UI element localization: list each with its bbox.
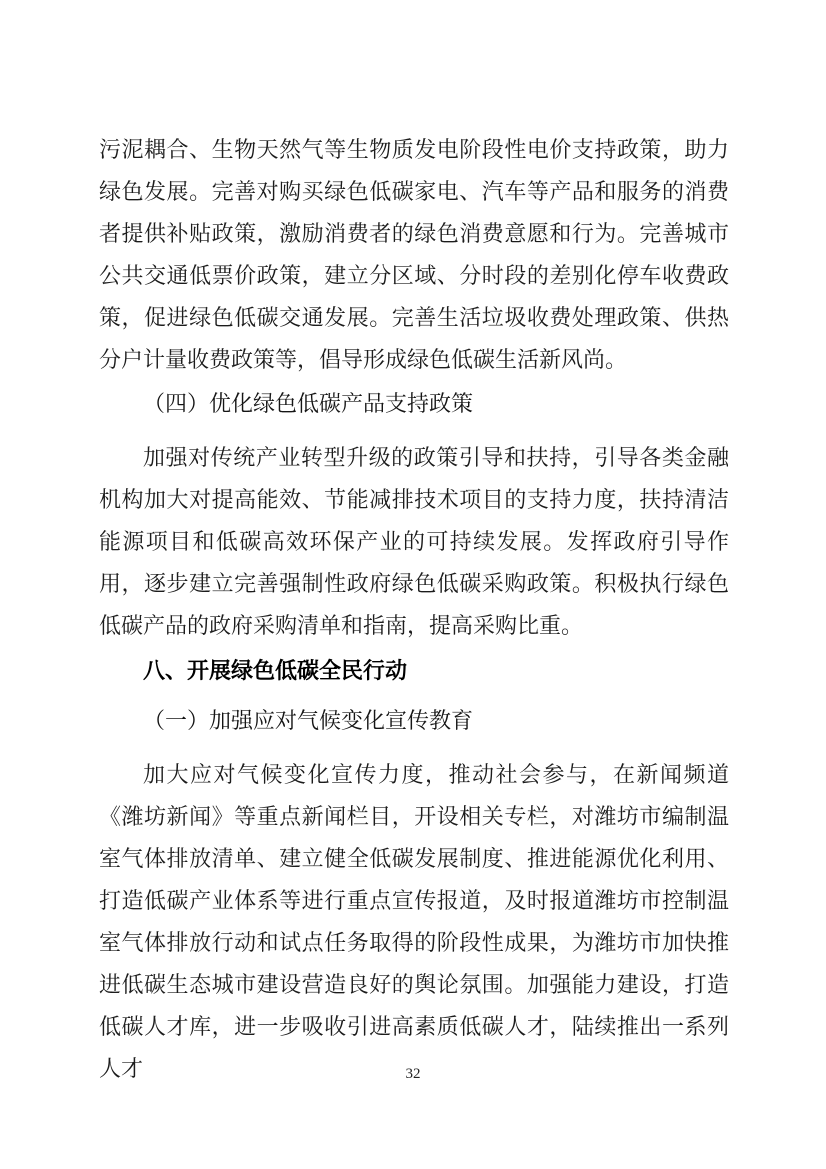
- paragraph-green-procurement-policy: 加强对传统产业转型升级的政策引导和扶持，引导各类金融机构加大对提高能效、节能减排技术项目的支持力度，扶持清洁能源项目和低碳高效环保产业的可持续发展。发挥政府引导作用，逐步建立完善强制性政府绿色低碳采购政策。积极执行绿色低碳产品的政府采购清单和指南，提高采购比重。: [99, 445, 729, 638]
- subsection-heading-one: （一）加强应对气候变化宣传教育: [143, 708, 474, 733]
- page-body: [99, 129, 729, 1090]
- page-number: 32: [405, 1066, 421, 1082]
- paragraph-electricity-price-policy: 污泥耦合、生物天然气等生物质发电阶段性电价支持政策，助力绿色发展。完善对购买绿色低碳家电、汽车等产品和服务的消费者提供补贴政策，激励消费者的绿色消费意愿和行为。完善城市公共交通低票价政策，建立分区域、分时段的差别化停车收费政策，促进绿色低碳交通发展。完善生活垃圾收费处理政策、供热分户计量收费政策等，倡导形成绿色低碳生活新风尚。: [99, 137, 729, 372]
- section-heading-eight: 八、开展绿色低碳全民行动: [143, 658, 408, 683]
- paragraph-climate-publicity-education: 加大应对气候变化宣传力度，推动社会参与，在新闻频道《潍坊新闻》等重点新闻栏目，开设相关专栏，对潍坊市编制温室气体排放清单、建立健全低碳发展制度、推进能源优化利用、打造低碳产业体系等进行重点宣传报道，及时报道潍坊市控制温室气体排放行动和试点任务取得的阶段性成果，为潍坊市加快推进低碳生态城市建设营造良好的舆论氛围。加强能力建设，打造低碳人才库，进一步吸收引进高素质低碳人才，陆续推出一系列人才: [99, 762, 729, 1081]
- subsection-heading-four: （四）优化绿色低碳产品支持政策: [143, 391, 474, 416]
